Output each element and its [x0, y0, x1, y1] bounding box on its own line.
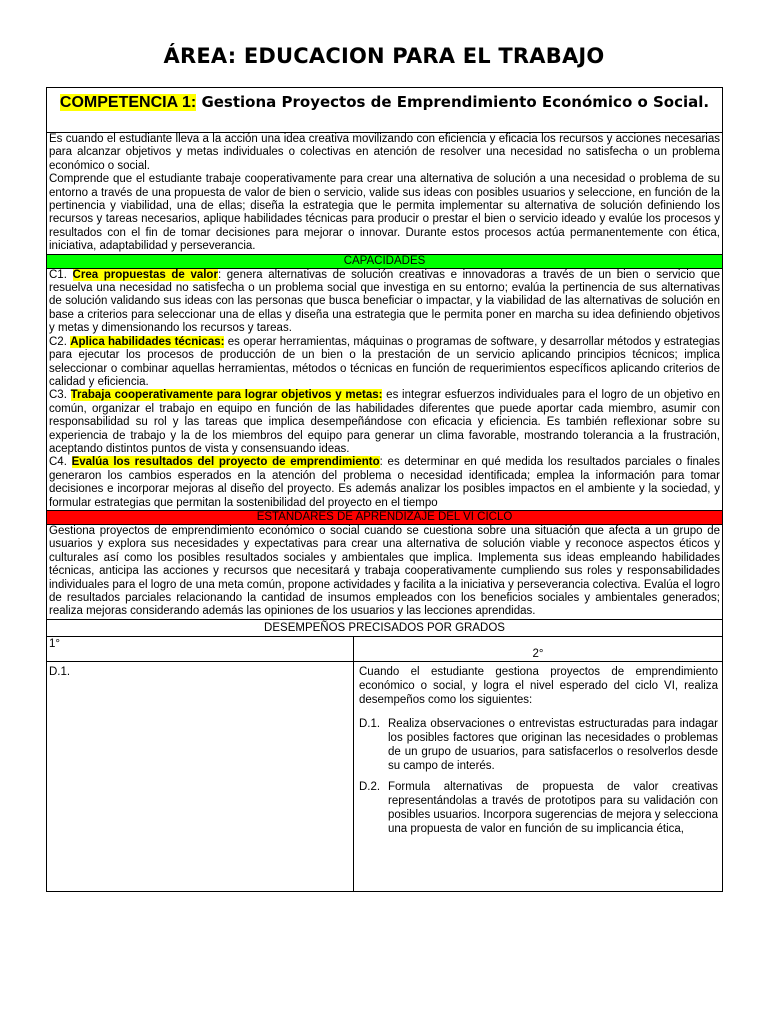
competencia-description — [47, 133, 723, 255]
capacidad-item — [49, 336, 720, 390]
page-title: ÁREA: EDUCACION PARA EL TRABAJO — [163, 44, 605, 68]
capacidades-list — [47, 268, 723, 510]
competencia-label: COMPETENCIA 1: — [59, 94, 197, 111]
desempeno-text: Realiza observaciones o entrevistas estructuradas para indagar los posibles factores que originan las necesidades o problemas de un grupo de usuarios, para satisfacerlos o resolverlos desde su campo de interés. — [388, 717, 719, 773]
capacidad-text: es integrar esfuerzos individuales para el logro de un objetivo en común, organizar el trabajo en equipo en función de las habilidades diferentes que puede aportar cada miembro, asumir con responsabilidad su rol y las tareas que implica desempeñándose con eficacia y eficiencia. Es también reflexionar sobre su experiencia de trabajo y la de los miembros del equipo para generar un clima favorable, mostrando tolerancia a la frustración, aceptando distintos puntos de vista y consensuando ideas. — [49, 389, 721, 455]
capacidad-code: C3. — [49, 389, 71, 402]
grade-2-header: 2° — [354, 636, 723, 661]
competencia-title: Gestiona Proyectos de Emprendimiento Económico o Social. — [196, 93, 710, 111]
desempeno-item — [359, 717, 718, 774]
capacidad-item — [49, 269, 720, 336]
desempeno-number: D.1. — [359, 717, 381, 730]
capacidad-text: : genera alternativas de solución creativas e innovadoras a través de un bien o servicio que resuelva una necesidad no satisfecha o un problema social que investiga en su entorno; evalúa la pertinencia de sus alternativas de solución validando sus ideas con las personas que busca beneficiar o impactar, y la viabilidad de las alternativas de solución en base a criterios para seleccionar una de ellas y diseña una estrategia que le permita poner en marcha su idea definiendo objetivos y metas y dimensionando los recursos y tareas. — [49, 268, 721, 335]
capacidad-name: Aplica habilidades técnicas: — [70, 335, 225, 348]
grade-1-header: 1° — [47, 636, 354, 661]
capacidad-name: Evalúa los resultados del proyecto de emprendimiento — [71, 456, 380, 469]
capacidad-text: es operar herramientas, máquinas o programas de software, y desarrollar métodos y estrategias para ejecutar los procesos de producción de un bien o la prestación de un servicio aplicando principios técnicos; implica seleccionar o combinar aquellas herramientas, métodos o técnicas en función de requerimientos específicos aplicando criterios de calidad y eficiencia. — [49, 335, 721, 388]
estandares-header: ESTANDARES DE APRENDIZAJE DEL VI CICLO — [47, 510, 723, 524]
capacidad-text: : es determinar en qué medida los resultados parciales o finales generaron los cambios esperados en la atención del problema o necesidad identificada; emplea la información para tomar decisiones e incorporar mejoras al diseño del proyecto. Es además analizar los posibles impactos en el ambiente y la sociedad, y formular estrategias que permitan la sostenibilidad del proyecto en el tiempo — [49, 456, 721, 509]
capacidad-item — [49, 389, 720, 456]
competencia-header — [47, 88, 723, 133]
desempeno-item — [359, 780, 718, 837]
capacidad-name: Crea propuestas de valor — [72, 268, 218, 281]
capacidad-code: C2. — [49, 335, 71, 348]
capacidad-name: Trabaja cooperativamente para lograr objetivos y metas: — [70, 389, 383, 402]
description-paragraph: Es cuando el estudiante lleva a la acción una idea creativa movilizando con eficiencia y eficacia los recursos y acciones necesarias para alcanzar objetivos y metas individuales o colectivas en atención de resolver una necesidad no satisfecha o un problema económico o social. — [49, 133, 721, 172]
desempenos-header: DESEMPEÑOS PRECISADOS POR GRADOS — [47, 619, 723, 636]
desempenos-intro: Cuando el estudiante gestiona proyectos de emprendimiento económico o social, y logra el nivel esperado del ciclo VI, realiza desempeños como los siguientes: — [359, 665, 719, 706]
description-paragraph: Comprende que el estudiante trabaje cooperativamente para crear una alternativa de solución a una necesidad o problema de su entorno a través de una propuesta de valor de bien o servicio, valide sus ideas con posibles usuarios y seleccione, en función de la pertinencia y viabilidad, una de ellas; diseña la estrategia que le permita implementar su alternativa de solución definiendo los recursos y tareas necesarios, aplique habilidades técnicas para producir o prestar el bien o servicio ideado y evalúe los procesos y resultados con el fin de tomar decisiones para mejorar o innovar. Durante estos procesos actúa permanentemente con ética, iniciativa, adaptabilidad y perseverancia. — [49, 173, 721, 253]
capacidad-code: C1. — [49, 268, 73, 281]
desempeno-number: D.2. — [359, 780, 381, 793]
competencia-table — [46, 87, 723, 892]
capacidad-item — [49, 456, 720, 510]
capacidades-header: CAPACIDADES — [47, 254, 723, 268]
grade-1-cell: D.1. — [47, 661, 354, 891]
estandares-text: Gestiona proyectos de emprendimiento económico o social cuando se cuestiona sobre una situación que afecta a un grupo de usuarios y explora sus necesidades y expectativas para crear una alternativa de solución viable y reconoce aspectos éticos y culturales así como los posibles resultados sociales y ambientales que implica. Implementa sus ideas empleando habilidades técnicas, anticipa las acciones y recursos que necesitará y trabaja cooperativamente cumpliendo sus roles y responsabilidades individuales para el logro de una meta común, propone actividades y facilita a la iniciativa y perseverancia colectiva. Evalúa el logro de resultados parciales relacionando la cantidad de insumos empleados con los beneficios sociales y ambientales generados; realiza mejoras considerando además las opiniones de los usuarios y las lecciones aprendidas. — [47, 524, 723, 619]
desempenos-list — [359, 717, 718, 837]
grade-2-cell — [354, 661, 723, 891]
desempeno-text: Formula alternativas de propuesta de valor creativas representándolas a través de prototipos para su validación con posibles usuarios. Incorpora sugerencias de mejora y selecciona una propuesta de valor en función de su implicancia ética, — [388, 780, 719, 836]
capacidad-code: C4. — [49, 456, 72, 469]
